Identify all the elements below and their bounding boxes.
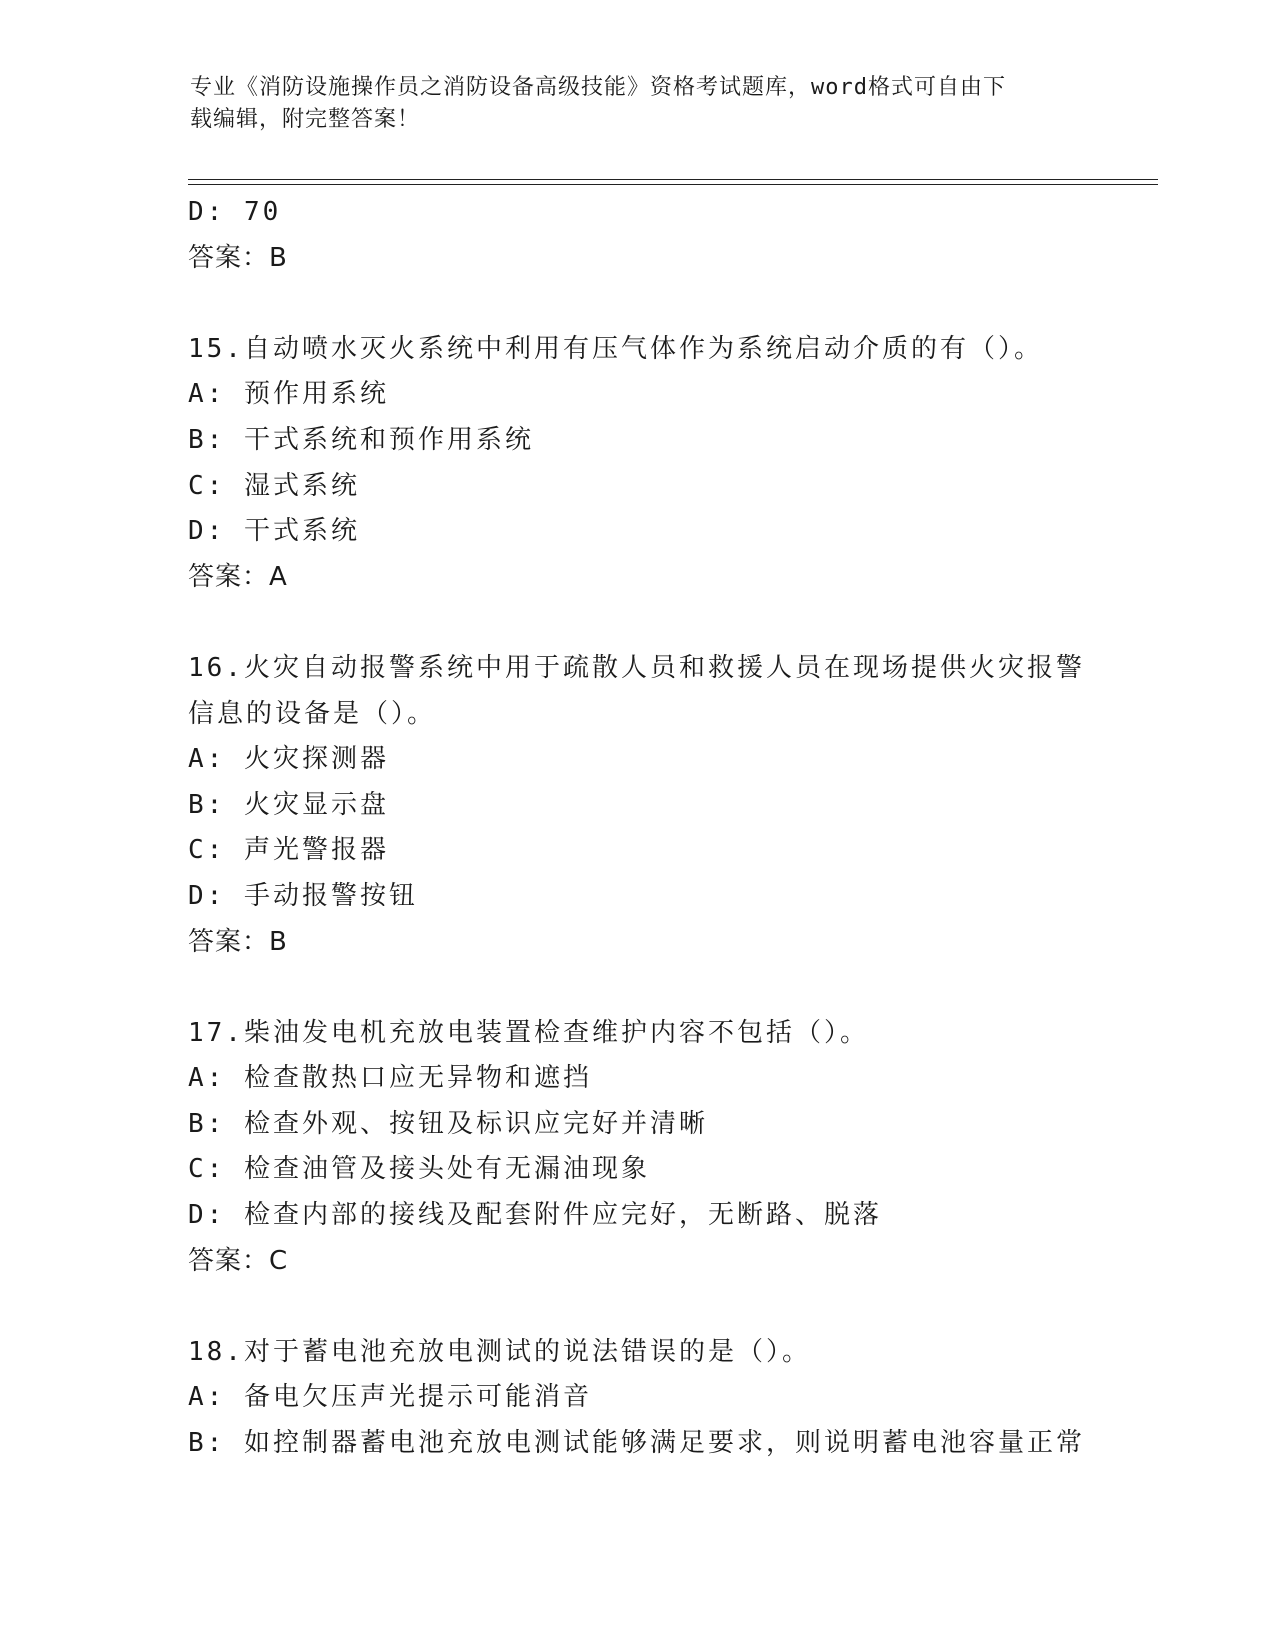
question-17 <box>188 1011 1148 1285</box>
option-b: B: 干式系统和预作用系统 <box>188 424 534 455</box>
header-rule-bottom <box>188 184 1158 185</box>
header-line-2: 载编辑，附完整答案！ <box>190 107 421 132</box>
question-stem-line-2: 信息的设备是（）。 <box>188 698 437 729</box>
option-a: A: 预作用系统 <box>188 379 389 410</box>
question-stem: 15.自动喷水灭火系统中利用有压气体作为系统启动介质的有（）。 <box>188 333 1043 364</box>
answer: 答案：C <box>188 1245 289 1276</box>
option-b: B: 火灾显示盘 <box>188 789 389 820</box>
spacer <box>188 1284 1148 1330</box>
question-15 <box>188 327 1148 601</box>
option-c: C: 湿式系统 <box>188 470 360 501</box>
document-body <box>188 190 1148 1467</box>
spacer <box>188 965 1148 1011</box>
answer: 答案：A <box>188 561 288 592</box>
spacer <box>188 281 1148 327</box>
option-a: A: 检查散热口应无异物和遮挡 <box>188 1063 592 1094</box>
option-b: B: 如控制器蓄电池充放电测试能够满足要求，则说明蓄电池容量正常 <box>188 1428 1085 1459</box>
option-b: B: 检查外观、按钮及标识应完好并清晰 <box>188 1108 708 1139</box>
page-header <box>190 72 1070 136</box>
option-c: C: 声光警报器 <box>188 835 389 866</box>
prev-option-d: D: 70 <box>188 197 282 227</box>
option-d: D: 手动报警按钮 <box>188 880 418 911</box>
option-a: A: 火灾探测器 <box>188 744 389 775</box>
question-18 <box>188 1330 1148 1467</box>
spacer <box>188 600 1148 646</box>
prev-answer: 答案：B <box>188 242 288 273</box>
option-d: D: 干式系统 <box>188 516 360 547</box>
option-c: C: 检查油管及接头处有无漏油现象 <box>188 1154 650 1185</box>
question-stem: 18.对于蓄电池充放电测试的说法错误的是（）。 <box>188 1336 811 1367</box>
question-stem: 17.柴油发电机充放电装置检查维护内容不包括（）。 <box>188 1017 869 1048</box>
option-a: A: 备电欠压声光提示可能消音 <box>188 1382 592 1413</box>
question-16 <box>188 646 1148 965</box>
answer: 答案：B <box>188 926 288 957</box>
header-line-1: 专业《消防设施操作员之消防设备高级技能》资格考试题库，word格式可自由下 <box>190 75 1006 100</box>
option-d: D: 检查内部的接线及配套附件应完好，无断路、脱落 <box>188 1200 882 1231</box>
header-rule-top <box>188 179 1158 180</box>
question-stem-line-1: 16.火灾自动报警系统中用于疏散人员和救援人员在现场提供火灾报警 <box>188 652 1085 683</box>
